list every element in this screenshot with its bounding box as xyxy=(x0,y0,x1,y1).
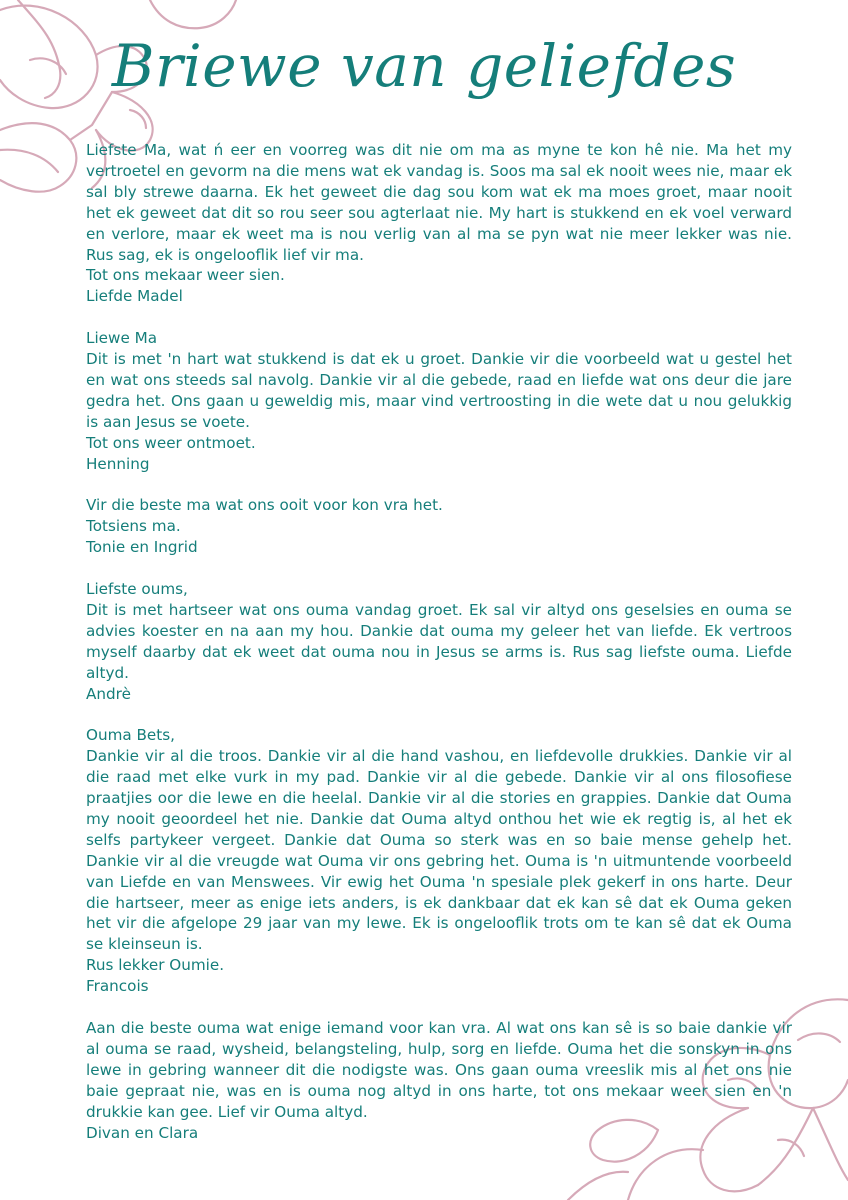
letter-body: Liefste Ma, wat ń eer en voorreg was dit nie om ma as myne te kon hê nie. Ma het my vertroetel en gevorm na die mens wat ek vandag is. Soos ma sal ek nooit wees nie, maar ek sal bly strewe daarna. Ek het geweet die dag sou kom wat ek ma moes groet, maar nooit het ek geweet dat dit so rou seer sou agterlaat nie. My hart is stukkend en ek voel verward en verlore, maar ek weet ma is nou verlig van al ma se pyn wat nie meer lekker was nie. Rus sag, ek is ongelooflik lief vir ma. xyxy=(86,141,792,264)
letter-closing: Rus lekker Oumie. xyxy=(86,956,225,975)
letter-madel xyxy=(86,140,792,307)
letter-signature: Henning xyxy=(86,454,150,473)
letter-closing: Tot ons weer ontmoet. xyxy=(86,433,256,452)
letter-tonie-ingrid xyxy=(86,495,792,558)
letter-closing: Tot ons mekaar weer sien. xyxy=(86,266,285,285)
letter-greeting: Liewe Ma xyxy=(86,329,158,348)
letter-closing: Totsiens ma. xyxy=(86,517,181,536)
letter-greeting: Liefste oums, xyxy=(86,579,188,598)
letter-signature: Andrè xyxy=(86,684,131,703)
letter-body: Aan die beste ouma wat enige iemand voor kan vra. Al wat ons kan sê is so baie dankie vir al ouma se raad, wysheid, belangsteling, hulp, sorg en liefde. Ouma het die sonskyn in ons lewe in gebring wanneer dit die nodigste was. Ons gaan ouma vreeslik mis al het ons nie baie gepraat nie, was en is ouma nog altyd in ons harte, tot ons mekaar weer sien en 'n drukkie kan gee. Lief vir Ouma altyd. xyxy=(86,1018,792,1121)
letter-divan-clara xyxy=(86,1018,792,1143)
letter-signature: Tonie en Ingrid xyxy=(86,538,198,557)
letter-body: Dit is met 'n hart wat stukkend is dat ek u groet. Dankie vir die voorbeeld wat u gestel het en wat ons steeds sal navolg. Dankie vir al die gebede, raad en liefde wat ons deur die jare gedra het. Ons gaan u geweldig mis, maar vind vertroosting in die wete dat u nou gelukkig is aan Jesus se voete. xyxy=(86,350,792,431)
letter-andre xyxy=(86,579,792,704)
letter-body: Dankie vir al die troos. Dankie vir al die hand vashou, en liefdevolle drukkies. Dankie vir al die raad met elke vurk in my pad. Dankie vir al die gebede. Dankie vir al ons filosofiese praatjies oor die lewe en die heelal. Dankie vir al die stories en grappies. Dankie dat Ouma my nooit geoordeel het nie. Dankie dat Ouma altyd onthou het wie ek regtig is, al het ek selfs partykeer vergeet. Dankie dat Ouma so sterk was en so baie mense gehelp het. Dankie vir al die vreugde wat Ouma vir ons gebring het. Ouma is 'n uitmuntende voorbeeld van Liefde en van Menswees. Vir ewig het Ouma 'n spesiale plek gekerf in ons harte. Deur die hartseer, meer as enige iets anders, is ek dankbaar dat ek kan sê dat ek Ouma geken het vir die afgelope 29 jaar van my lewe. Ek is ongelooflik trots om te kan sê dat ek Ouma se kleinseun is. xyxy=(86,747,792,954)
letter-francois xyxy=(86,725,792,997)
letter-signature: Francois xyxy=(86,977,149,996)
letter-body: Dit is met hartseer wat ons ouma vandag groet. Ek sal vir altyd ons geselsies en ouma se advies koester en na aan my hou. Dankie dat ouma my geleer het van liefde. Ek vertroos myself daarby dat ek weet dat ouma nou in Jesus se arms is. Rus sag liefste ouma. Liefde altyd. xyxy=(86,600,792,682)
page-title: Briewe van geliefdes xyxy=(111,32,737,100)
letter-signature: Divan en Clara xyxy=(86,1123,199,1142)
letter-signature: Liefde Madel xyxy=(86,287,183,306)
letter-henning xyxy=(86,328,792,474)
letter-greeting: Ouma Bets, xyxy=(86,726,175,745)
letter-body: Vir die beste ma wat ons ooit voor kon vra het. xyxy=(86,496,443,515)
letters-list xyxy=(86,140,792,1164)
